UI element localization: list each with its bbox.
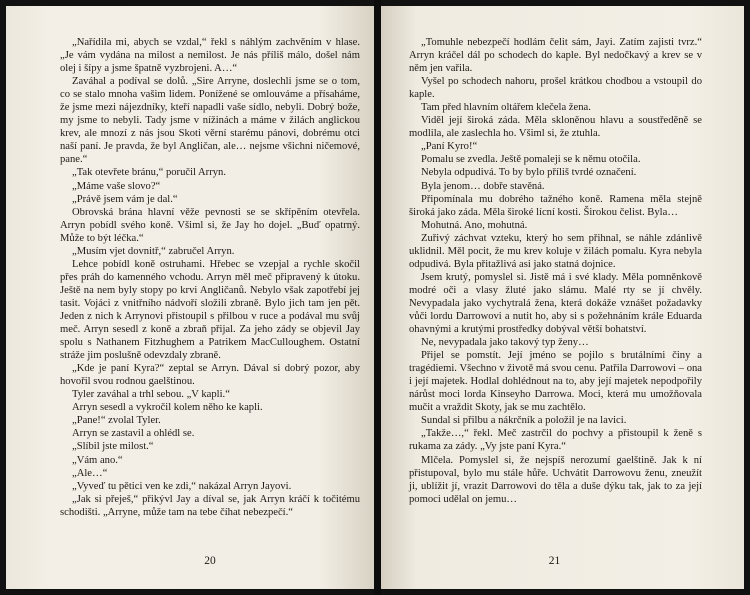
right-page [381, 6, 744, 589]
paragraph: Arryn sesedl a vykročil kolem něho ke kapli. [72, 402, 263, 414]
paragraph: „Pane!“ zvolal Tyler. [72, 415, 161, 427]
right-page-number: 21 [548, 555, 561, 567]
paragraph: Viděl její široká záda. Měla skloněnou hlavu a soustředěně se modlila, ale zaslechla ho. Všiml si, že ztuhla. [409, 115, 702, 140]
paragraph: „Ale…“ [72, 467, 108, 479]
paragraph: „Máme vaše slovo?“ [72, 180, 161, 192]
paragraph: Zaváhal a podíval se dolů. „Sire Arryne, doslechli jsme se o tom, co se stalo mnoha vašim lidem. Ponížené se omlouváme a přísaháme, že jsme mezi nájezdníky, kteří napadli vaše sídlo, nebyli. Dobrý bože, my jsme to nebyli. Tady jsme v nížinách a máme v žilách anglickou krev, ale mnozí z nás jsou Skoti věrní starému pánovi, dobrému otci naší paní. Je pravda, že byl Angličan, ale… nejsme všichni ničemové, pane.“ [60, 76, 360, 166]
paragraph: „Tak otevřete bránu,“ poručil Arryn. [72, 167, 226, 179]
paragraph: „Jak si přeješ,“ přikývl Jay a díval se, jak Arryn kráčí k točitému schodišti. „Arryne, může tam na tebe číhat nebezpečí.“ [60, 493, 360, 518]
paragraph: Mlčela. Pomyslel si, že nejspíš nerozumí gaelštině. Jak k ní přistupoval, bylo mu stále hůře. Uchvátit Darrowovu ženu, zneužít ji, ublížit jí, vrazit Darrowovi do těla a duše dýku tak, jak to za její pomoci udělal on jemu… [409, 454, 702, 505]
paragraph: Vyšel po schodech nahoru, prošel krátkou chodbou a vstoupil do kaple. [409, 76, 702, 101]
paragraph: Obrovská brána hlavní věže pevnosti se se skřípěním otevřela. Arryn pobídl svého koně. Všiml si, že Jay ho dojel. „Buď opatrný. Může to být léčka.“ [60, 206, 360, 244]
paragraph: „Takže…,“ řekl. Meč zastrčil do pochvy a přistoupil k ženě s rukama za zády. „Vy jste paní Kyra.“ [409, 428, 702, 453]
paragraph: Arryn se zastavil a ohlédl se. [72, 428, 195, 440]
left-page-number: 20 [204, 555, 216, 567]
paragraph: Ne, nevypadala jako takový typ ženy… [421, 337, 589, 349]
paragraph: „Kde je paní Kyra?“ zeptal se Arryn. Dával si dobrý pozor, aby hovořil svou rodnou gaelštinou. [60, 363, 360, 388]
paragraph: Tyler zaváhal a trhl sebou. „V kapli.“ [72, 389, 230, 401]
paragraph: „Nařídila mi, abych se vzdal,“ řekl s náhlým zachvěním v hlase. „Je vám vydána na milost a nemilost. Je nás příliš málo, došel nám olej i šípy a jsme špatně vyzbrojeni. A…“ [60, 37, 360, 75]
paragraph: „Slíbil jste milost.“ [72, 441, 154, 453]
paragraph: Zuřivý záchvat vzteku, který ho sem přihnal, se náhle zdánlivě uklidnil. Měl pocit, že mu krev koluje v žilách pomalu. Kyra nebyla odpudivá. Byla přitažlivá asi jako statná dojnice. [409, 232, 702, 270]
paragraph: „Paní Kyro!“ [421, 141, 478, 153]
paragraph: Byla jenom… dobře stavěná. [421, 180, 545, 192]
paragraph: Přijel se pomstít. Její jméno se pojilo s brutálními činy a tragédiemi. Všechno v životě má svou cenu. Patřila Darrowovi – ona i její majetek. Hodlal dohlédnout na to, aby její majetek nepodpořily nárůst moci lorda Kinseyho Darrowa. Moci, která mu umožňovala mučit a vraždit Skoty, jak se mu zachtělo. [409, 350, 702, 414]
paragraph: „Tomuhle nebezpečí hodlám čelit sám, Jayi. Zatím zajisti tvrz.“ Arryn kráčel dál po schodech do kaple. Byl nedočkavý a krev se v něm jen vařila. [409, 37, 702, 75]
paragraph: Tam před hlavním oltářem klečela žena. [421, 102, 591, 114]
book-gutter [374, 0, 381, 595]
paragraph: „Vám ano.“ [72, 454, 123, 466]
paragraph: „Musím vjet dovnitř,“ zabručel Arryn. [72, 245, 235, 257]
paragraph: Nebyla odpudivá. To by bylo příliš tvrdé označení. [421, 167, 637, 179]
left-page-text [60, 36, 360, 519]
paragraph: Připomínala mu dobrého tažného koně. Ramena měla stejně široká jako záda. Měla široké lícní kosti. Širokou čelist. Byla… [409, 193, 702, 218]
right-page-text [409, 36, 702, 506]
paragraph: Jsem krutý, pomyslel si. Jistě má i své klady. Měla pomněnkově modré oči a vlasy žluté jako slámu. Malé rty se jí chvěly. Nevypadala jako vychytralá žena, která dokáže vznášet požadavky vůči lordu Darrowovi a nutit ho, aby si s požehnáním krále Eduarda ohavnými a krutými prostředky dobýval větší bohatství. [409, 271, 702, 336]
paragraph: Pomalu se zvedla. Ještě pomaleji se k němu otočila. [421, 154, 641, 166]
left-page [6, 6, 374, 589]
paragraph: „Právě jsem vám je dal.“ [72, 193, 178, 205]
paragraph: „Vyveď tu pětici ven ke zdi,“ nakázal Arryn Jayovi. [72, 480, 292, 492]
paragraph: Mohutná. Ano, mohutná. [421, 219, 528, 231]
paragraph: Lehce pobídl koně ostruhami. Hřebec se vzepjal a rychle skočil přes práh do kamenného vchodu. Arryn měl meč připravený k útoku. Ještě na nem byly stopy po krvi Angličanů. Nebylo však zapotřebí jej tasit. Vojáci z vnitřního nádvoří složili zbraně. Bylo jich tam jen pět. Jeden z nich k Arrynovi přistoupil s přilbou v ruce a podával mu svůj meč. Arryn sesedl z koně a zbraň přijal. Za jeho zády se objevil Jay spolu s Nathanem Fitzhughem a Patrikem MacCulloughem. Ostatní stráže jim poslušně odevzdaly zbraně. [60, 258, 360, 362]
paragraph: Sundal si přilbu a nákrčník a položil je na lavici. [421, 415, 627, 427]
